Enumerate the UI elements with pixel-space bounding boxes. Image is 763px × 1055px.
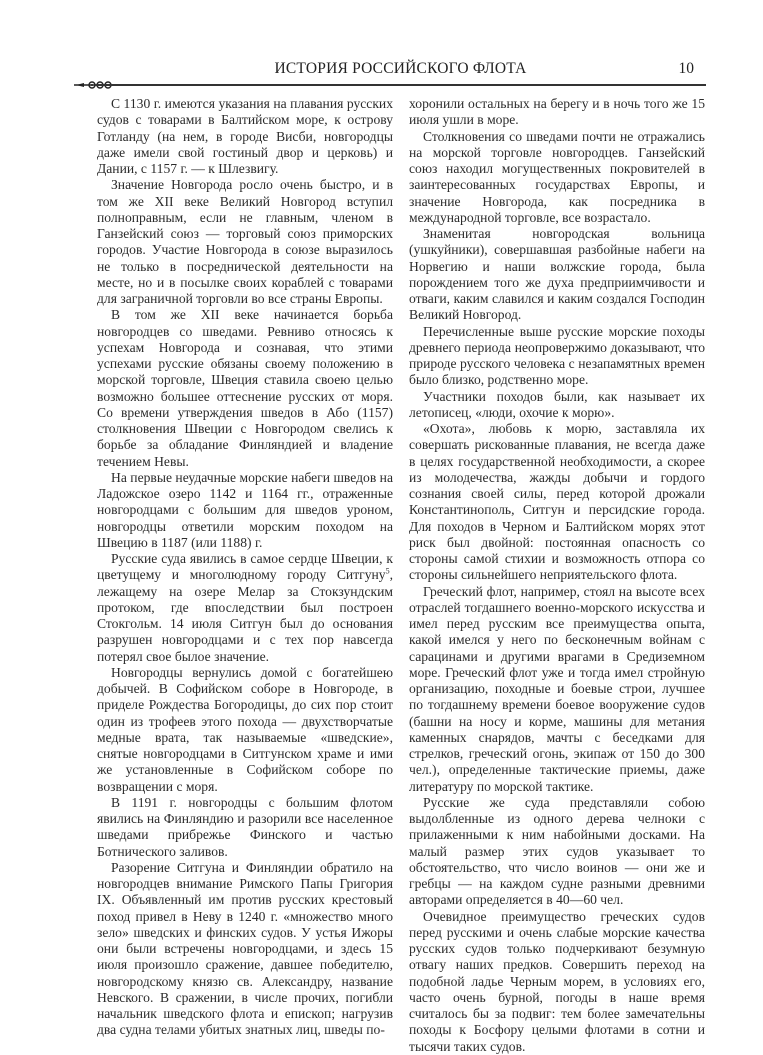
header-rule [95,84,706,86]
paragraph: Участники походов были, как называет их летописец, «люди, охочие к морю». [409,388,705,420]
footnote-mark[interactable]: 5 [385,566,390,576]
paragraph: Русские же суда представляли собою выдолбленные из одного дерева челноки с прилаженными к ним набойными досками. На малый размер этих судов указывает то обстоятельство, что число воинов — они же и гребцы — на каждом судне разными древними авторами определяется в 40—60 чел. [409,794,705,908]
paragraph: Очевидное преимущество греческих судов перед русскими и очень слабые морские качества русских судов только подчеркивают безумную отвагу наших предков. Совершить переход на подобной ладье Черным морем, в условиях его, часто очень бурной, погоды в наше время считалось бы за подвиг: тем более замечательны походы к Босфору целыми флотами в сотни и тысячи таких судов. [409,908,705,1054]
running-head-title: ИСТОРИЯ РОССИЙСКОГО ФЛОТА [274,60,527,77]
paragraph-with-footnote [97,551,393,665]
paragraph: В том же XII веке начинается борьба новгородцев со шведами. Ревниво относясь к успехам Новгорода и сознавая, что этими успехами русские обязаны своему положению в морской торговле, Швеция ставила своею целью возможно большее оттеснение русских от моря. Со времени утверждения шведов в Або (1157) столкновения Швеции с Новгородом свелись к борьбе за обладание Финляндией и владение течением Невы. [97,307,393,469]
paragraph: Столкновения со шведами почти не отражались на морской торговле новгородцев. Ганзейский союз находил могущественных покровителей в заинтересованных государствах Европы, и значение Новгорода, как посредника в международной торговле, все возрастало. [409,128,705,225]
paragraph-continuation: хоронили остальных на берегу и в ночь того же 15 июля ушли в море. [409,96,705,128]
paragraph: Греческий флот, например, стоял на высоте всех отраслей тогдашнего военно-морского искусства и имел перед русским все преимущества опыта, какой имелся у него по бесконечным войнам с сарацинами и другими врагами в Средиземном море. Греческий флот уже и тогда имел стройную организацию, походные и боевые строи, лучшее по тогдашнему времени боевое вооружение судов (башни на носу и корме, машины для метания каменных снарядов, мачты с беседками для стрелков, греческий огонь, экипаж от 150 до 300 чел.), определенные тактические приемы, даже литературу по морской тактике. [409,583,705,794]
paragraph: Перечисленные выше русские морские походы древнего периода неопровержимо доказывают, что природе русского человека с незапамятных времен было близко, родственно море. [409,323,705,388]
paragraph-text: , лежащему на озере Мелар за Стокзундским протоком, где впоследствии был построен Стокгольм. 14 июля Ситгун был до основания разрушен новгородцами и с тех пор навсегда потерял свое былое значение. [97,567,393,664]
paragraph-text: Русские суда явились в самое сердце Швеции, к цветущему и многолюдному городу Ситгуну [97,551,393,583]
left-column [97,96,393,1055]
page-number: 10 [678,60,694,77]
paragraph: С 1130 г. имеются указания на плавания русских судов с товарами в Балтийском море, к острову Готланду (на нем, в городе Висби, новгородцы даже имели свой гостиный двор и церковь) и Дании, с 1157 г. — к Шлезвигу. [97,96,393,176]
paragraph: В 1191 г. новгородцы с большим флотом явились на Финляндию и разорили все населенное шведами прибрежье Финского и частью Ботнического заливов. [97,794,393,859]
paragraph: Знаменитая новгородская вольница (ушкуйники), совершавшая разбойные набеги на Норвегию и наши волжские города, была порождением того же духа предприимчивости и отваги, каким славился и каким создался Господин Великий Новгород. [409,226,705,323]
paragraph: Разорение Ситгуна и Финляндии обратило на новгородцев внимание Римского Папы Григория IX. Объявленный им против русских крестовый поход привел в Неву в 1240 г. «множество много зело» шведских и финских судов. У устья Ижоры они были встречены новгородцами, и здесь 15 июля произошло сражение, давшее победителю, новгородскому князю св. Александру, название Невского. В сражении, в числе прочих, погибли начальник шведского флота и епископ; нагрузив два судна телами убитых знатных лиц, шведы по- [97,859,393,1038]
paragraph: Новгородцы вернулись домой с богатейшею добычей. В Софийском соборе в Новгороде, в приделе Рождества Богородицы, до сих пор стоит один из трофеев этого похода — двухстворчатые медные врата, так называемые «шведские», снятые новгородцами в Ситгунском храме и ими же установленные в Софийском соборе по возвращении с моря. [97,664,393,794]
paragraph: На первые неудачные морские набеги шведов на Ладожское озеро 1142 и 1164 гг., отраженные новгородцами с большим для шведов уроном, новгородцы ответили морским походом на Швецию в 1187 (или 1188) г. [97,469,393,550]
paragraph: «Охота», любовь к морю, заставляла их совершать рискованные плавания, не всегда даже в целях государственной необходимости, а скорее из молодечества, жажды добычи и гордого сознания своей силы, перед которой дрожали Константинополь, Ситгун и персидские города. Для походов в Черном и Балтийском морях этот риск был двойной: постоянная опасность со стороны самой стихии и возможность отпора со стороны сильнейшего неприятельского флота. [409,421,705,583]
text-columns [97,96,705,1055]
paragraph: Значение Новгорода росло очень быстро, и в том же XII веке Великий Новгород вступил полноправным, если не главным, членом в Ганзейский союз — торговый союз приморских городов. Участие Новгорода в союзе выразилось не только в посреднической деятельности на месте, но и в посылке своих кораблей с товарами для заграничной торговли во все страны Европы. [97,177,393,306]
running-head [95,60,706,86]
right-column [409,96,705,1055]
